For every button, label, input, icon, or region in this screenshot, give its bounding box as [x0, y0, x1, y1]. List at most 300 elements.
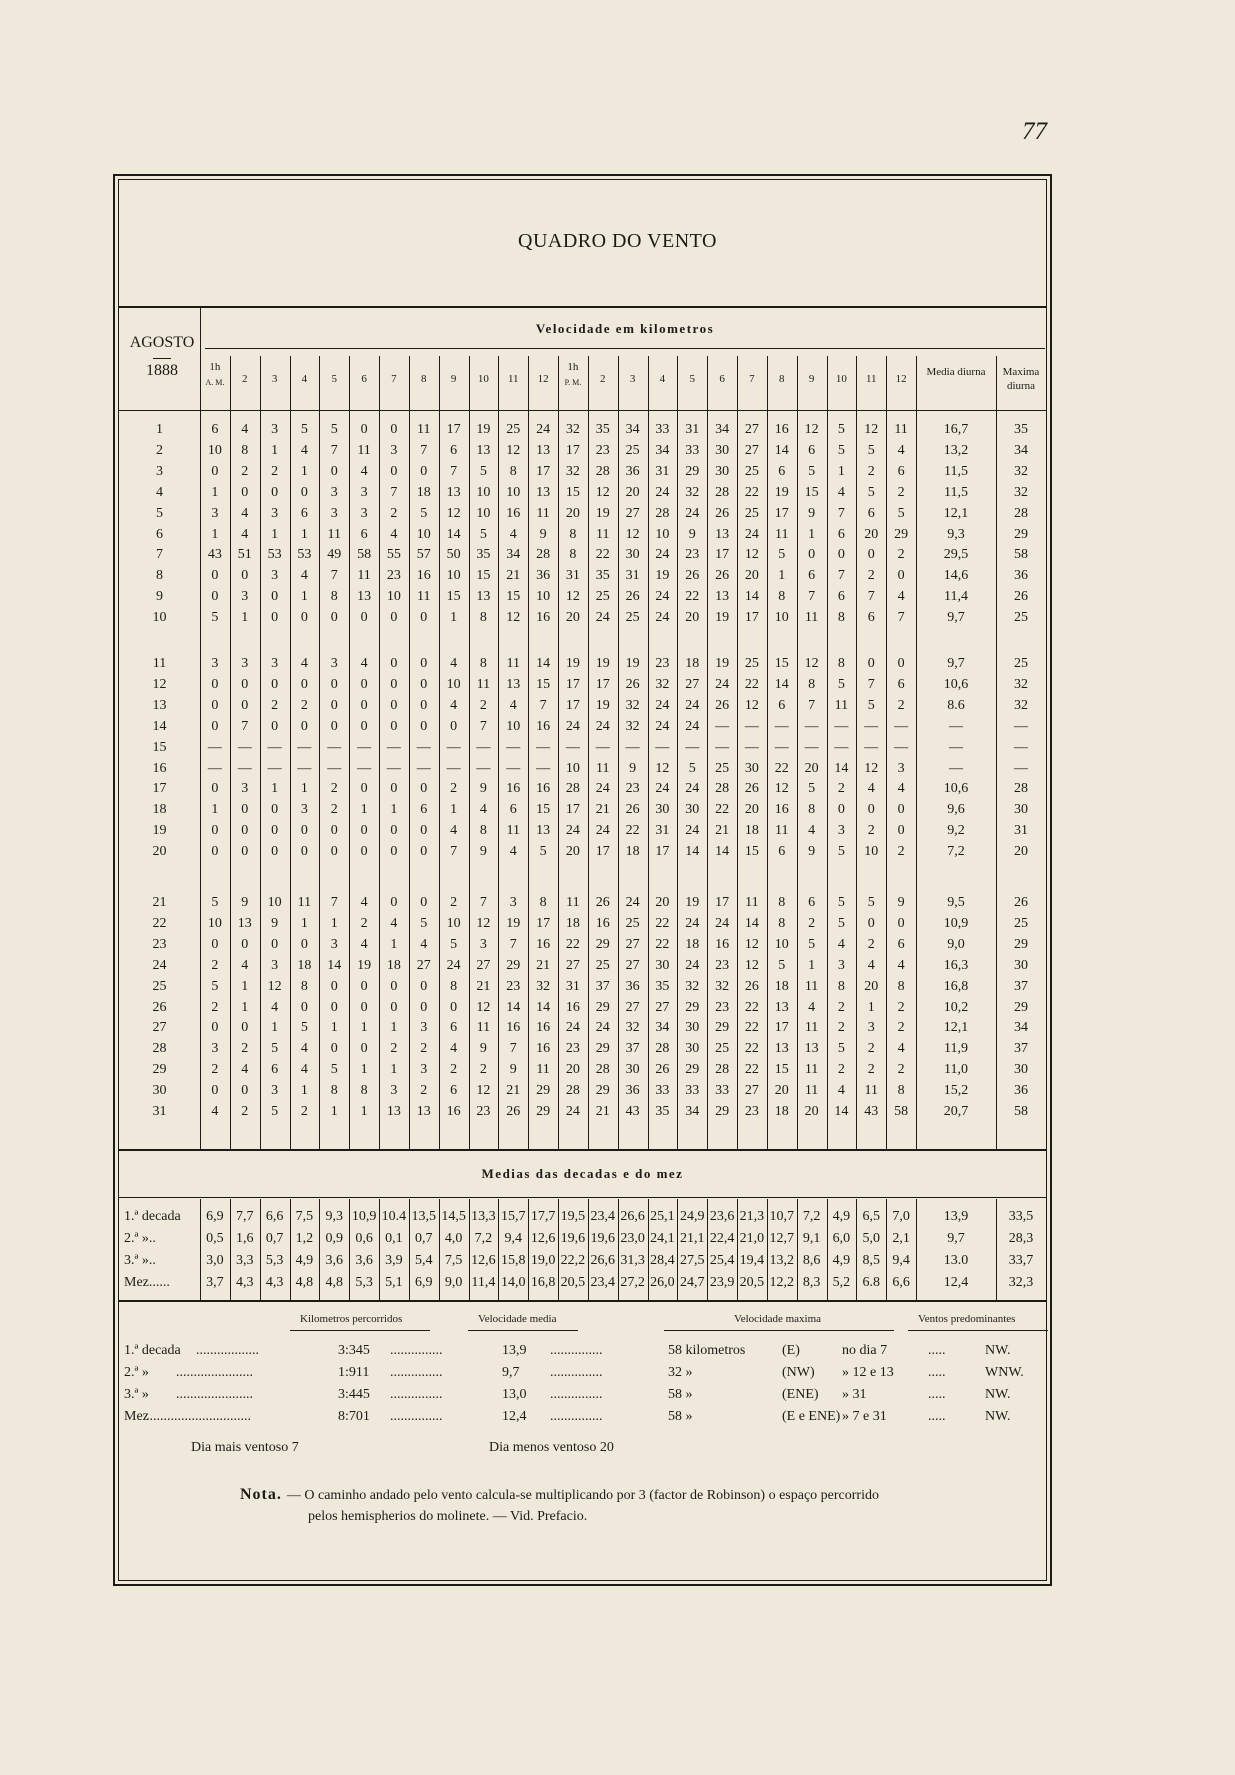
table-cell: —: [506, 739, 521, 755]
day-label: 3: [156, 463, 163, 479]
table-cell: —: [327, 739, 342, 755]
table-cell: 5: [837, 676, 845, 692]
table-cell: 29: [894, 526, 909, 542]
decade-cell: 28,4: [650, 1253, 675, 1268]
table-cell: 24: [655, 610, 670, 626]
table-cell: 1: [390, 1020, 398, 1036]
table-cell: 16: [536, 718, 551, 734]
summary-dir: (ENE): [782, 1387, 819, 1402]
table-cell: 28: [715, 1062, 730, 1078]
table-cell: 32: [536, 978, 551, 994]
table-cell: 0: [360, 676, 368, 692]
table-cell: 20: [685, 610, 700, 626]
table-cell: 6: [778, 463, 786, 479]
table-cell: 0: [300, 844, 308, 860]
decade-cell: 1,2: [295, 1231, 314, 1246]
table-cell: 21: [506, 1083, 521, 1099]
table-cell: 0: [360, 697, 368, 713]
table-cell: 9,6: [947, 802, 965, 818]
table-cell: 58: [894, 1104, 909, 1119]
decade-cell: 7,7: [235, 1209, 254, 1224]
table-cell: —: [207, 760, 222, 776]
table-cell: 16: [416, 568, 431, 584]
table-cell: 27: [416, 957, 431, 973]
table-cell: 9,7: [947, 656, 965, 671]
day-label: 14: [152, 718, 167, 734]
decade-cell: 7,2: [474, 1231, 493, 1246]
table-cell: 8: [450, 978, 458, 994]
table-cell: 23: [655, 656, 670, 671]
table-cell: 7: [897, 610, 905, 626]
table-cell: 1: [808, 957, 816, 973]
summary-dots: ...............: [550, 1365, 603, 1380]
table-cell: 28: [655, 1041, 670, 1057]
decade-cell: 5,1: [385, 1275, 403, 1290]
decade-cell: 22,4: [709, 1231, 735, 1246]
table-cell: 5: [420, 915, 428, 931]
table-cell: 1: [300, 1083, 308, 1099]
table-cell: 25: [595, 589, 610, 605]
nota-text: — O caminho andado pelo vento calcula-se multiplicando por 3 (factor de Robinson) o espaço percorrido: [286, 1488, 879, 1503]
decade-cell: 4,3: [265, 1275, 284, 1290]
table-cell: 30: [685, 1041, 700, 1057]
table-cell: 10: [207, 442, 222, 458]
table-cell: 2: [867, 1041, 875, 1057]
table-cell: 30: [715, 442, 730, 458]
table-cell: 32: [715, 978, 730, 994]
table-cell: 0: [300, 999, 308, 1015]
decade-cell: 17,7: [530, 1209, 556, 1224]
table-cell: 1: [778, 568, 786, 584]
table-cell: 12: [804, 656, 819, 671]
summary-label: 1.ª decada: [124, 1343, 181, 1358]
table-cell: 3: [509, 895, 517, 910]
table-cell: 32: [1014, 463, 1028, 479]
summary-dots: ...............: [390, 1409, 443, 1424]
table-cell: 29: [595, 1083, 610, 1099]
table-cell: 5: [479, 463, 487, 479]
table-cell: 12: [446, 505, 461, 521]
decade-cell: 6,9: [414, 1275, 433, 1290]
table-cell: 8: [808, 676, 816, 692]
table-cell: 28: [565, 1083, 580, 1099]
table-cell: 11: [357, 442, 371, 458]
table-cell: 7: [837, 505, 845, 521]
maxima-header: Maxima diurna: [1002, 366, 1040, 392]
table-cell: 10: [386, 589, 401, 605]
table-cell: 30: [685, 802, 700, 818]
table-cell: 1: [867, 999, 875, 1015]
table-cell: 2: [450, 781, 458, 797]
table-cell: 0: [271, 484, 279, 500]
table-cell: 4: [390, 526, 398, 542]
table-cell: 0: [241, 1083, 249, 1099]
summary-dots: ......................: [176, 1365, 253, 1380]
table-cell: 29: [1014, 936, 1028, 952]
table-cell: 20: [774, 1083, 789, 1099]
table-cell: 35: [476, 547, 491, 563]
table-cell: 25: [715, 760, 730, 776]
decade-cell: 4,0: [444, 1231, 463, 1246]
table-cell: 3: [837, 823, 845, 839]
table-cell: 6: [808, 442, 816, 458]
table-cell: 24: [565, 1104, 580, 1119]
table-cell: 2: [390, 1041, 398, 1057]
table-cell: 1: [390, 1062, 398, 1078]
table-cell: 6: [271, 1062, 279, 1078]
hour-header: 11: [865, 373, 877, 385]
table-cell: 5: [897, 505, 905, 521]
decade-cell: 19,0: [530, 1253, 556, 1268]
summary-label: 2.ª »: [124, 1365, 149, 1380]
table-cell: 17: [744, 610, 759, 626]
decade-cell: 24,1: [650, 1231, 675, 1246]
table-cell: 25: [625, 442, 640, 458]
table-cell: 6: [837, 589, 845, 605]
table-cell: —: [506, 760, 521, 776]
table-cell: 14: [506, 999, 521, 1015]
table-cell: 4: [241, 422, 249, 437]
table-cell: 27: [744, 422, 759, 437]
table-cell: 10: [446, 915, 461, 931]
table-cell: 1: [271, 781, 279, 797]
summary-max: 58 »: [668, 1409, 693, 1424]
table-cell: 2: [271, 697, 279, 713]
table-cell: 21: [506, 568, 521, 584]
table-cell: 12: [506, 610, 521, 626]
table-cell: 0: [330, 718, 338, 734]
table-cell: 6: [808, 895, 816, 910]
table-cell: 5: [867, 442, 875, 458]
decade-cell: 6,0: [832, 1231, 851, 1246]
media-header: Media diurna: [926, 366, 986, 378]
table-cell: 10,6: [943, 781, 969, 797]
table-cell: —: [207, 739, 222, 755]
table-cell: 12: [267, 978, 282, 994]
day-label: 9: [156, 589, 163, 605]
table-cell: 3: [330, 505, 338, 521]
decade-cell: 9,3: [325, 1209, 343, 1224]
table-cell: 0: [360, 823, 368, 839]
table-cell: 12: [476, 915, 491, 931]
table-cell: 4: [300, 568, 308, 584]
table-cell: 12: [625, 526, 640, 542]
table-cell: 18: [625, 844, 640, 860]
table-cell: 5: [539, 844, 547, 860]
decade-cell: 10.4: [381, 1209, 407, 1224]
table-cell: 5: [778, 547, 786, 563]
table-cell: 21: [595, 802, 610, 818]
hour-header: 2: [599, 373, 606, 385]
decade-cell: 19,5: [560, 1209, 586, 1224]
table-cell: 36: [625, 1083, 640, 1099]
decade-cell: 12,6: [471, 1253, 496, 1268]
table-cell: 3: [271, 656, 279, 671]
table-cell: 4: [241, 1062, 249, 1078]
table-cell: 5: [867, 484, 875, 500]
table-cell: 1: [300, 526, 308, 542]
day-label: 23: [152, 936, 167, 952]
table-cell: 1: [808, 526, 816, 542]
table-cell: 1: [211, 526, 219, 542]
decade-cell: 13,2: [769, 1253, 794, 1268]
table-cell: 3: [271, 422, 279, 437]
table-cell: 16: [536, 936, 551, 952]
table-cell: 27: [625, 936, 640, 952]
day-label: 19: [152, 823, 167, 839]
table-cell: 8: [778, 895, 786, 910]
table-cell: —: [744, 739, 759, 755]
table-cell: 29: [715, 1020, 730, 1036]
table-cell: 0: [420, 999, 428, 1015]
summary-max: 58 kilometros: [668, 1343, 746, 1358]
table-cell: 0: [390, 697, 398, 713]
table-cell: 4: [450, 656, 458, 671]
table-cell: 24: [565, 1020, 580, 1036]
table-cell: 18: [685, 936, 700, 952]
decade-cell: 3,7: [206, 1275, 224, 1290]
summary-vent: NW.: [985, 1409, 1011, 1424]
table-cell: 1: [300, 463, 308, 479]
table-cell: 16: [506, 505, 521, 521]
table-cell: 5: [330, 422, 338, 437]
table-cell: 2: [867, 568, 875, 584]
decade-cell: 21,3: [739, 1209, 765, 1224]
table-cell: 11,5: [944, 484, 968, 500]
table-cell: 11: [506, 823, 520, 839]
table-cell: 30: [625, 547, 640, 563]
table-cell: 3: [271, 957, 279, 973]
table-cell: 12: [476, 999, 491, 1015]
table-cell: 23: [744, 1104, 759, 1119]
table-cell: 19: [715, 656, 730, 671]
nota-line1: [240, 1486, 879, 1504]
table-cell: 10: [774, 610, 789, 626]
table-cell: 16: [715, 936, 730, 952]
table-cell: 22: [715, 802, 730, 818]
table-cell: 33: [685, 1083, 700, 1099]
table-cell: 25: [595, 957, 610, 973]
table-cell: —: [804, 718, 819, 734]
table-cell: 17: [655, 844, 670, 860]
table-cell: 28: [595, 463, 610, 479]
table-cell: 20: [804, 760, 819, 776]
table-cell: 29: [595, 936, 610, 952]
table-cell: 33: [685, 442, 700, 458]
decade-label: 3.ª »..: [124, 1253, 156, 1268]
table-cell: 4: [897, 589, 905, 605]
table-cell: 0: [420, 718, 428, 734]
table-cell: 26: [625, 676, 640, 692]
table-cell: —: [267, 739, 282, 755]
table-cell: 10: [506, 718, 521, 734]
table-cell: 17: [446, 422, 461, 437]
decade-cell: 3,3: [235, 1253, 254, 1268]
day-label: 24: [152, 957, 167, 973]
hour-header: 1h P. M.: [558, 360, 588, 390]
table-cell: 22: [685, 589, 700, 605]
table-cell: 2: [450, 1062, 458, 1078]
table-cell: 8: [569, 526, 577, 542]
table-cell: —: [267, 760, 282, 776]
table-cell: 0: [271, 589, 279, 605]
day-label: 21: [152, 895, 167, 910]
summary-dir: (E): [782, 1343, 800, 1358]
table-cell: 20: [1014, 844, 1028, 860]
decade-cell: 6,6: [892, 1275, 910, 1290]
table-cell: —: [685, 739, 700, 755]
table-cell: 0: [360, 718, 368, 734]
table-cell: 5: [867, 697, 875, 713]
decade-cell: 7,5: [295, 1209, 314, 1224]
table-cell: 8: [479, 823, 487, 839]
table-cell: 23: [386, 568, 401, 584]
table-cell: 26: [625, 802, 640, 818]
table-cell: 43: [207, 547, 222, 563]
table-cell: 4: [390, 915, 398, 931]
table-cell: 28: [536, 547, 551, 563]
table-cell: 26: [715, 697, 730, 713]
decade-cell: 19,6: [590, 1231, 615, 1246]
table-cell: 0: [330, 610, 338, 626]
table-cell: 5: [778, 957, 786, 973]
table-cell: 25: [625, 915, 640, 931]
table-cell: 0: [211, 568, 219, 584]
table-cell: 4: [479, 802, 487, 818]
table-cell: 24: [655, 547, 670, 563]
table-cell: 22: [595, 547, 610, 563]
table-cell: 22: [744, 484, 759, 500]
table-cell: 29,5: [943, 547, 969, 563]
table-cell: 34: [655, 1020, 670, 1036]
table-cell: 15: [536, 802, 551, 818]
table-cell: 19: [625, 656, 640, 671]
table-cell: 17: [536, 915, 551, 931]
table-cell: 50: [446, 547, 461, 563]
summary-dir: (E e ENE): [782, 1409, 841, 1424]
table-cell: 25: [506, 422, 521, 437]
table-cell: 32: [625, 697, 640, 713]
summary-vent: NW.: [985, 1387, 1011, 1402]
table-cell: 17: [536, 463, 551, 479]
table-cell: 3: [867, 1020, 875, 1036]
table-cell: 2: [241, 1041, 249, 1057]
table-cell: 0: [897, 823, 905, 839]
hour-header: 5: [689, 373, 695, 385]
table-cell: 6: [897, 936, 905, 952]
table-cell: 0: [211, 676, 219, 692]
summary-day: » 12 e 13: [842, 1365, 894, 1380]
summary-dots: .....: [928, 1387, 946, 1402]
decade-cell: 0,6: [355, 1231, 373, 1246]
table-cell: 0: [241, 802, 249, 818]
summary-under-vent: [908, 1330, 1048, 1331]
decade-cell: 8,3: [802, 1275, 821, 1290]
table-cell: 0: [360, 978, 368, 994]
table-cell: 29: [1014, 999, 1028, 1015]
table-cell: 22: [565, 936, 580, 952]
table-cell: 20: [565, 1062, 580, 1078]
table-cell: 25: [1014, 656, 1028, 671]
decade-cell: 24,9: [679, 1209, 705, 1224]
table-cell: 6: [420, 802, 428, 818]
table-cell: 0: [330, 978, 338, 994]
table-cell: 3: [241, 656, 249, 671]
day-label: 5: [156, 505, 163, 521]
table-cell: 30: [744, 760, 759, 776]
table-cell: 14: [446, 526, 461, 542]
decade-cell: 4,8: [325, 1275, 343, 1290]
table-cell: 0: [420, 978, 428, 994]
table-cell: 7: [330, 568, 338, 584]
table-cell: 18: [297, 957, 312, 973]
table-cell: 0: [390, 895, 398, 910]
table-cell: 22: [655, 936, 670, 952]
table-cell: —: [536, 760, 551, 776]
table-cell: 15: [744, 844, 759, 860]
table-cell: 23: [476, 1104, 491, 1119]
decade-cell: 33,5: [1008, 1209, 1034, 1224]
table-cell: 5: [808, 781, 816, 797]
table-cell: 0: [837, 547, 845, 563]
day-label: 6: [156, 526, 163, 542]
decade-cell: 27,2: [620, 1275, 645, 1290]
decade-cell: 24,7: [679, 1275, 705, 1290]
table-cell: 0: [300, 610, 308, 626]
decade-cell: 26,6: [590, 1253, 615, 1268]
table-cell: 17: [595, 676, 610, 692]
table-cell: 21: [476, 978, 491, 994]
table-cell: 10: [655, 526, 670, 542]
summary-km: 3:445: [338, 1387, 370, 1402]
table-cell: 20: [565, 844, 580, 860]
decade-cell: 9,4: [504, 1231, 522, 1246]
table-cell: 1: [271, 442, 279, 458]
summary-day: » 7 e 31: [842, 1409, 887, 1424]
table-cell: 5: [300, 422, 308, 437]
table-cell: 53: [297, 547, 312, 563]
table-cell: 18: [416, 484, 431, 500]
table-cell: 16: [565, 999, 580, 1015]
table-cell: 2: [867, 463, 875, 479]
table-cell: 4: [450, 697, 458, 713]
table-cell: 6: [867, 610, 875, 626]
table-cell: 4: [360, 656, 368, 671]
table-cell: —: [864, 718, 879, 734]
table-cell: 5: [450, 936, 458, 952]
table-cell: 26: [506, 1104, 521, 1119]
table-cell: 10,9: [943, 915, 969, 931]
table-cell: 13: [476, 589, 491, 605]
table-cell: 9,3: [947, 526, 965, 542]
table-cell: 2: [211, 999, 219, 1015]
decade-label: 1.ª decada: [124, 1209, 181, 1224]
table-cell: 13: [416, 1104, 431, 1119]
summary-dots: .....: [928, 1343, 946, 1358]
table-cell: 2: [390, 505, 398, 521]
table-cell: 31: [685, 422, 700, 437]
table-cell: 4: [300, 442, 308, 458]
table-cell: 24: [715, 676, 730, 692]
table-cell: 30: [1014, 1062, 1028, 1078]
table-cell: 10,2: [943, 999, 969, 1015]
table-cell: 1: [300, 781, 308, 797]
table-cell: 6: [450, 1083, 458, 1099]
table-cell: 12: [864, 760, 879, 776]
table-cell: 0: [241, 823, 249, 839]
table-cell: 13: [715, 589, 730, 605]
table-cell: 34: [685, 1104, 700, 1119]
